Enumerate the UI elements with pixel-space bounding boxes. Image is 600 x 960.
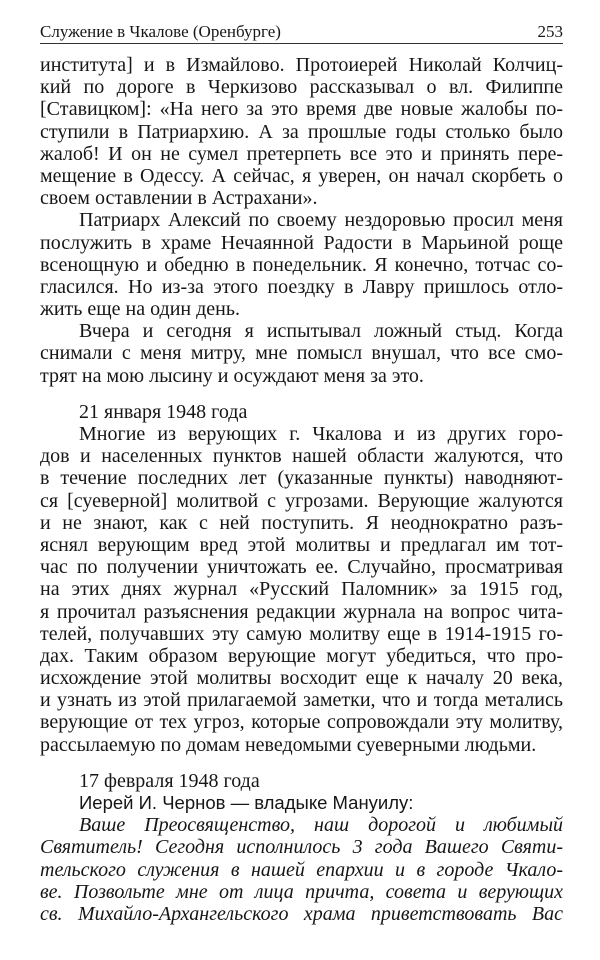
text-line: верующие от тех угроз, которые сопровождали эту молитву, (40, 711, 563, 734)
text-line: дов и населенных пунктов нашей области жалуются, что (40, 445, 563, 468)
text-line: ступили в Патриархию. А за прошлые годы столько было (40, 120, 563, 143)
text-line: телей, получавших эту самую молитву еще в 1914-1915 го- (40, 622, 563, 645)
text-line: 17 февраля 1948 года (79, 769, 260, 792)
text-line: св. Михайло-Архангельского храма приветствовать Вас (40, 902, 563, 925)
text-line: исхождение этой молитвы восходит еще к началу 20 века, (40, 667, 563, 690)
text-line: института] и в Измайлово. Протоиерей Николай Колчиц- (40, 54, 563, 76)
paragraph-block (40, 209, 563, 320)
text-line: гласился. Но из-за этого поездку в Лавру пришлось отло- (40, 275, 563, 298)
letter-text-block (40, 814, 563, 925)
paragraph-block (40, 423, 563, 756)
text-line: час по получении уничтожать ее. Случайно, просматривая (40, 556, 563, 579)
text-line: своем оставлении в Астрахани». (40, 187, 318, 210)
text-line: Патриарх Алексий по своему нездоровью просил меня (79, 209, 563, 232)
text-line: снимали с меня митру, мне помысл внушал, что все смо- (40, 342, 563, 365)
header-rule (40, 43, 563, 44)
paragraph-block (40, 320, 563, 387)
text-line: Святитель! Сегодня исполнилось 3 года Вашего Святи- (40, 836, 563, 859)
text-line: я прочитал разъяснения редакции журнала на вопрос чита- (40, 600, 563, 623)
text-line: жить еще на один день. (40, 298, 240, 321)
paragraph-block (40, 54, 563, 209)
text-line: яснял верующим вред этой молитвы и предлагал им тот- (40, 533, 563, 556)
text-line: трят на мою лысину и осуждают меня за это. (40, 364, 424, 387)
text-line: мещение в Одессу. А сейчас, я уверен, он начал скорбеть о (40, 164, 563, 187)
text-line: ве. Позвольте мне от лица причта, совета и верующих (40, 880, 563, 903)
text-line: Вчера и сегодня я испытывал ложный стыд. Когда (79, 320, 563, 343)
text-line: [Ставицком]: «На него за это время две новые жалобы по- (40, 98, 563, 121)
text-line: ся [суеверной] молитвой с угрозами. Верующие жалуются (40, 489, 563, 512)
date-heading (40, 770, 563, 792)
text-line: в течение последних лет (указанные пункты) наводняют- (40, 467, 563, 490)
text-line: кий по дороге в Черкизово рассказывал о вл. Филиппе (40, 76, 563, 99)
text-line: Многие из верующих г. Чкалова и из других горо- (79, 423, 563, 445)
text-line: жалоб! И он не сумел претерпеть все это и принять пере- (40, 142, 563, 165)
text-line: и узнать из этой прилагаемой заметки, что и тогда метались (40, 689, 563, 712)
text-line: послужить в храме Нечаянной Радости в Марьиной роще (40, 231, 563, 254)
text-line: Иерей И. Чернов — владыке Мануилу: (79, 792, 414, 813)
text-line: дах. Таким образом верующие могут убедиться, что про- (40, 644, 563, 667)
date-heading (40, 401, 563, 423)
text-line: рассылаемую по домам неведомыми суеверными людьми. (40, 733, 537, 756)
text-line: всенощную и обедню в понедельник. Я конечно, тотчас со- (40, 253, 563, 276)
text-line: тельского служения в нашей епархии и в городе Чкало- (40, 858, 563, 881)
page-number: 253 (537, 22, 563, 41)
running-header (40, 21, 563, 43)
text-line: 21 января 1948 года (79, 400, 248, 423)
text-line: и не знают, как с ней поступить. Я неоднократно разъ- (40, 511, 563, 534)
letter-heading-block (40, 792, 563, 814)
page-body (40, 54, 563, 925)
running-title: Служение в Чкалове (Оренбурге) (40, 22, 281, 41)
text-line: Ваше Преосвященство, наш дорогой и любимый (79, 814, 563, 837)
text-line: на этих днях журнал «Русский Паломник» за 1915 год, (40, 578, 563, 601)
